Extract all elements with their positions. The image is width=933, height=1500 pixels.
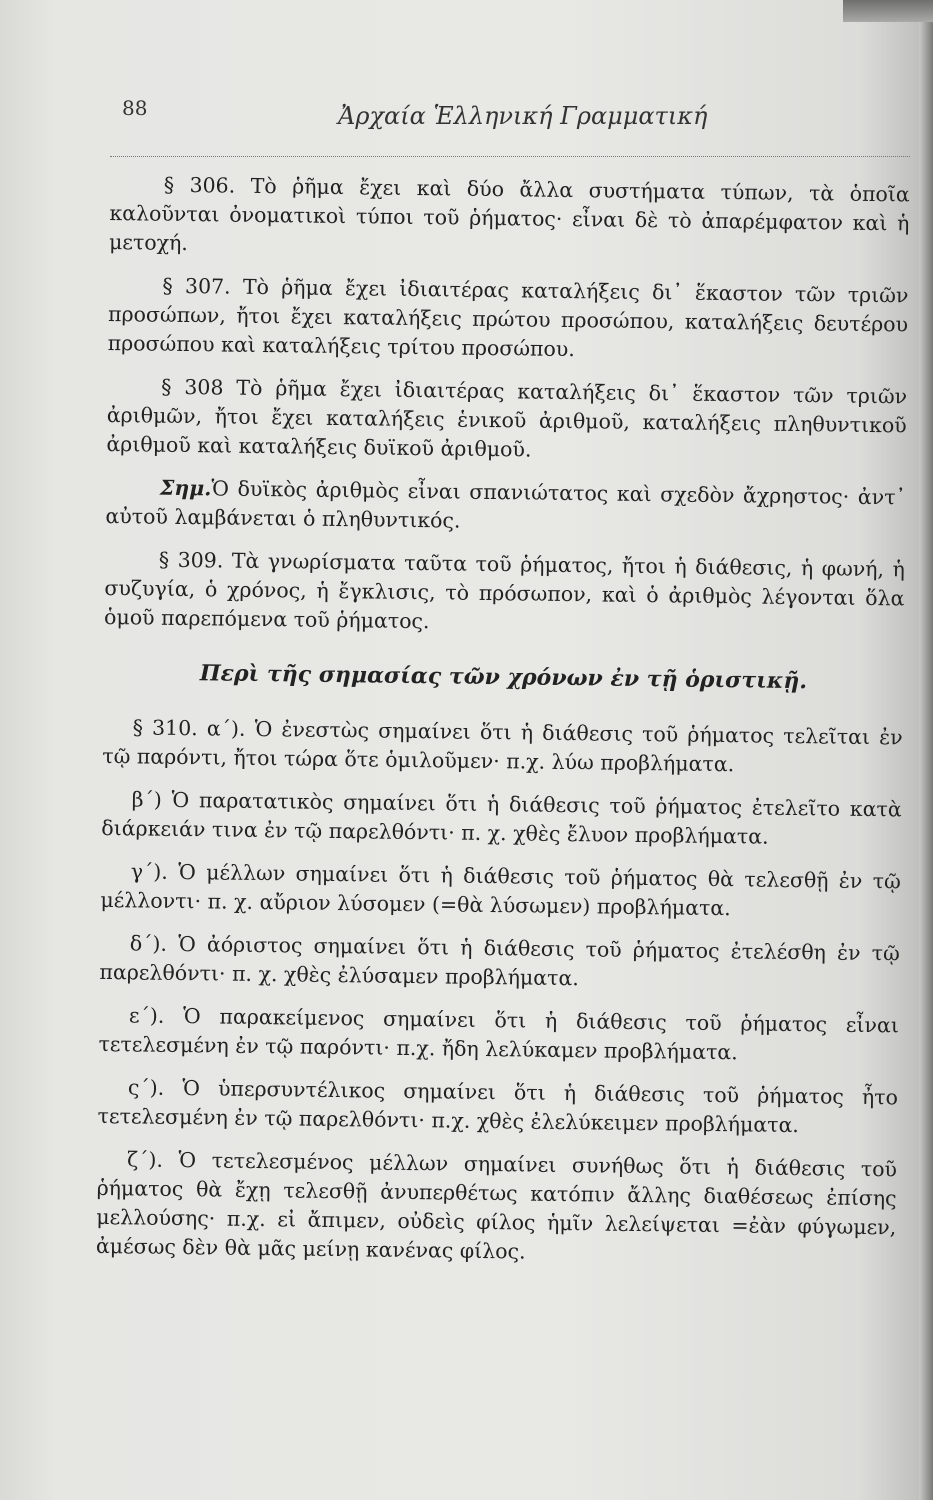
- tense-pluperfect: ς΄). Ὁ ὑπερσυντέλικος σημαίνει ὅτι ἡ διάθεσις τοῦ ῥήματος ἦτο τετελεσμένη ἐν τῷ παρελθόντι· π.χ. χθὲς ἐλελύκειμεν προβλήματα.: [97, 1075, 899, 1138]
- tense-future-perfect: ζ΄). Ὁ τετελεσμένος μέλλων σημαίνει συνήθως ὅτι ἡ διάθεσις τοῦ ῥήματος θὰ ἔχῃ τελεσθῇ ἀνυπερθέτως κατόπιν ἄλλης διαθέσεως ἐπίσης μελλούσης· π.χ. εἰ ἄπιμεν, οὐδεὶς φίλος ἡμῖν λελείψεται =ἐὰν φύγωμεν, ἀμέσως δὲν θὰ μᾶς μείνῃ κανένας φίλος.: [95, 1147, 898, 1264]
- tense-aorist: δ΄). Ὁ ἀόριστος σημαίνει ὅτι ἡ διάθεσις τοῦ ῥήματος ἐτελέσθη ἐν τῷ παρελθόντι· π. χ. χθὲς ἐλύσαμεν προβλήματα.: [99, 931, 900, 991]
- note-label: Σημ.: [159, 475, 212, 501]
- paragraph-306: § 306. Τὸ ῥῆμα ἔχει καὶ δύο ἄλλα συστήματα τύπων, τὰ ὁποῖα καλοῦνται ὀνοματικοὶ τύποι τοῦ ῥήματος· εἶναι δὲ τὸ ἀπαρέμφατον καὶ ἡ μετοχή.: [108, 172, 910, 256]
- paragraph-308: § 308 Τὸ ῥῆμα ἔχει ἰδιαιτέρας καταλήξεις δι᾿ ἕκαστον τῶν τριῶν ἀριθμῶν, ἤτοι ἔχει καταλήξεις ἑνικοῦ ἀριθμοῦ, καταλήξεις πληθυντικοῦ ἀριθμοῦ καὶ καταλήξεις δυϊκοῦ ἀριθμοῦ.: [106, 374, 908, 462]
- tense-perfect: ε΄). Ὁ παρακείμενος σημαίνει ὅτι ἡ διάθεσις τοῦ ῥήματος εἶναι τετελεσμένη ἐν τῷ παρόντι· π.χ. ἤδη λελύκαμεν προβλήματα.: [98, 1003, 900, 1065]
- page-body: [96, 170, 910, 1285]
- tense-future: γ΄). Ὁ μέλλων σημαίνει ὅτι ἡ διάθεσις τοῦ ῥήματος θὰ τελεσθῇ ἐν τῷ μέλλοντι· π. χ. αὔριον λύσομεν (=θὰ λύσωμεν) προβλήματα.: [100, 859, 901, 921]
- page-edge: [919, 0, 933, 1500]
- note-paragraph: [105, 473, 906, 541]
- page-corner-shadow: [843, 0, 933, 22]
- page-number: 88: [122, 96, 148, 120]
- header-rule: [110, 156, 910, 157]
- note-text: Ὁ δυϊκὸς ἀριθμὸς εἶναι σπανιώτατος καὶ σχεδὸν ἄχρηστος· ἀντ᾿ αὐτοῦ λαμβάνεται ὁ πληθυντικός.: [105, 476, 906, 533]
- page-header: [110, 92, 910, 162]
- paragraph-307: § 307. Τὸ ῥῆμα ἔχει ἰδιαιτέρας καταλήξεις δι᾿ ἕκαστον τῶν τριῶν προσώπων, ἤτοι ἔχει καταλήξεις πρώτου προσώπου, καταλήξεις δευτέρου προσώπου καὶ καταλήξεις τρίτου προσώπου.: [107, 273, 909, 362]
- tense-present: § 310. α΄). Ὁ ἐνεστὼς σημαίνει ὅτι ἡ διάθεσις τοῦ ῥήματος τελεῖται ἐν τῷ παρόντι, ἤτοι τώρα ὅτε ὁμιλοῦμεν· π.χ. λύω προβλήματα.: [102, 715, 903, 777]
- running-title: Ἀρχαία Ἑλληνική Γραμματική: [338, 102, 708, 130]
- tense-imperfect: β΄) Ὁ παρατατικὸς σημαίνει ὅτι ἡ διάθεσις τοῦ ῥήματος ἐτελεῖτο κατὰ διάρκειάν τινα ἐν τῷ παρελθόντι· π. χ. χθὲς ἔλυον προβλήματα.: [101, 787, 902, 849]
- paragraph-309: § 309. Τὰ γνωρίσματα ταῦτα τοῦ ῥήματος, ἤτοι ἡ διάθεσις, ἡ φωνή, ἡ συζυγία, ὁ χρόνος, ἡ ἔγκλισις, τὸ πρόσωπον, καὶ ὁ ἀριθμὸς λέγονται ὅλα ὁμοῦ παρεπόμενα τοῦ ῥήματος.: [103, 547, 905, 634]
- tense-list: [96, 713, 903, 1271]
- section-heading: Περὶ τῆς σημασίας τῶν χρόνων ἐν τῇ ὁριστικῇ.: [199, 660, 808, 695]
